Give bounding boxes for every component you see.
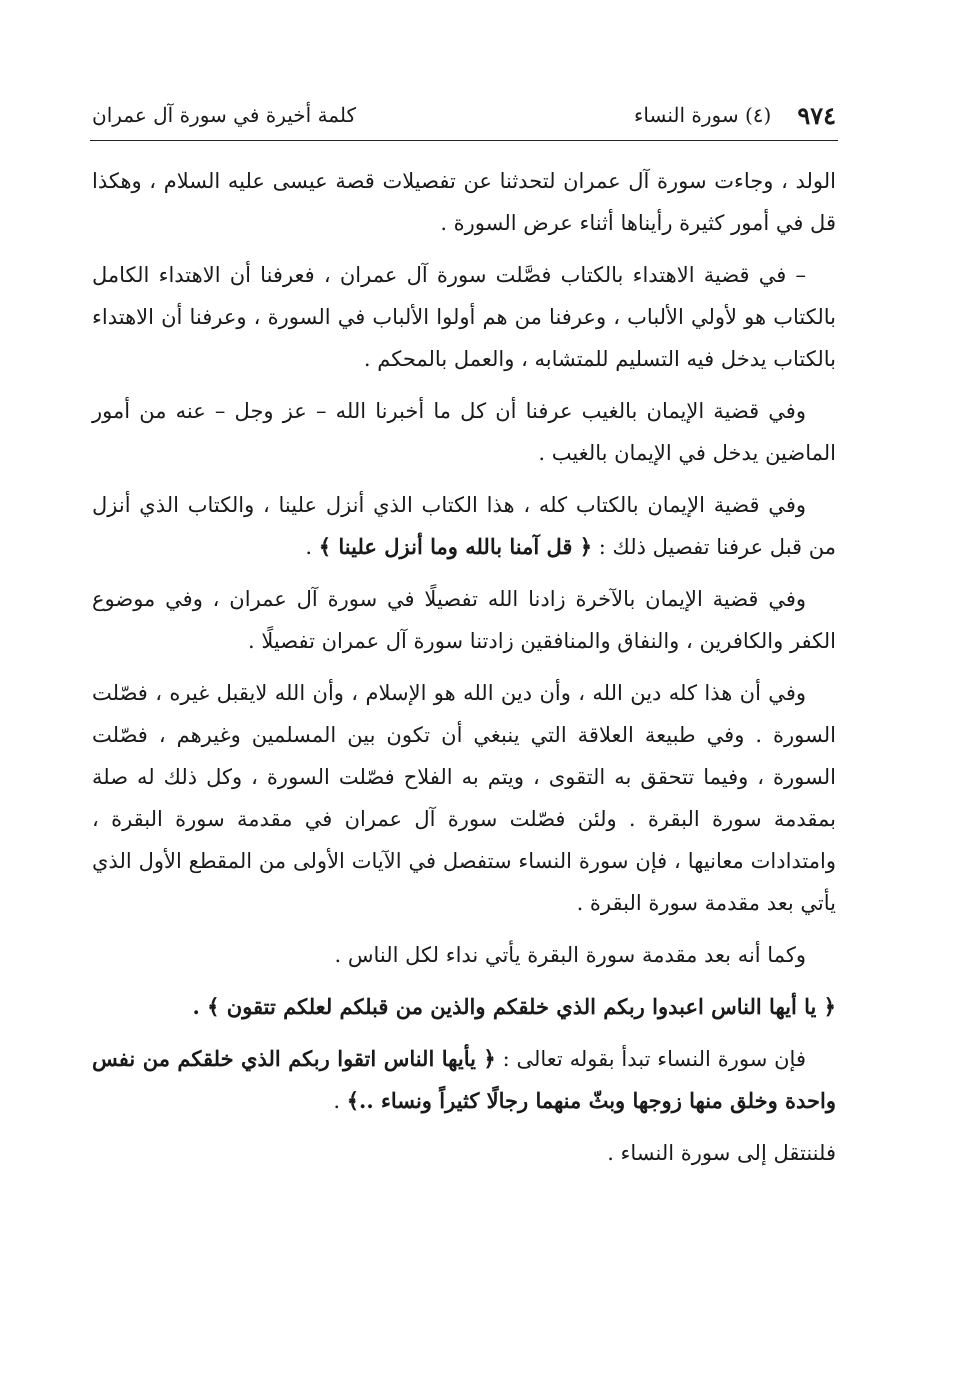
quran-verse: ﴿ يا أيها الناس اعبدوا ربكم الذي خلقكم والذين من قبلكم لعلكم تتقون ﴾ <box>207 994 836 1019</box>
paragraph-2 <box>92 254 836 380</box>
paragraph-3 <box>92 390 836 474</box>
page-number: ٩٧٤ <box>797 100 836 130</box>
paragraph-6 <box>92 672 836 924</box>
page-header <box>92 98 836 132</box>
section-title: كلمة أخيرة في سورة آل عمران <box>92 103 357 127</box>
paragraph-5 <box>92 578 836 662</box>
paragraph-text: وفي أن هذا كله دين الله ، وأن دين الله هو الإسلام ، وأن الله لايقبل غيره ، فصّلت السورة . وفي طبيعة العلاقة التي ينبغي أن تكون بين المسلمين وغيرهم ، فصّلت السورة ، وفيما تتحقق به التقوى ، ويتم به الفلاح فصّلت السورة ، وكل ذلك له صلة بمقدمة سورة البقرة . ولئن فصّلت سورة آل عمران في مقدمة سورة البقرة ، وامتدادات معانيها ، فإن سورة النساء ستفصل في الآيات الأولى من المقطع الأول الذي يأتي بعد مقدمة سورة البقرة . <box>92 681 836 915</box>
paragraph-end: . <box>305 535 313 559</box>
paragraph-9 <box>92 1038 836 1122</box>
quran-verse: ﴿ يأيها الناس اتقوا ربكم الذي خلقكم من نفس واحدة وخلق منها زوجها وبثّ منهما رجالًا كثيراً ونساء ..﴾ <box>92 1046 836 1113</box>
page-body <box>92 160 836 1184</box>
paragraph-text: وفي قضية الإيمان بالكتاب كله ، هذا الكتاب الذي أنزل علينا ، والكتاب الذي أنزل من قبل عرفنا تفصيل ذلك : <box>92 493 836 559</box>
paragraph-4 <box>92 484 836 568</box>
paragraph-end: . <box>333 1089 341 1113</box>
paragraph-text: وفي قضية الإيمان بالغيب عرفنا أن كل ما أخبرنا الله – عز وجل – عنه من أمور الماضين يدخل في الإيمان بالغيب . <box>92 399 836 465</box>
quran-verse: ﴿ قل آمنا بالله وما أنزل علينا ﴾ <box>318 534 593 559</box>
paragraph-7 <box>92 934 836 976</box>
paragraph-text: وفي قضية الإيمان بالآخرة زادنا الله تفصيلًا في سورة آل عمران ، وفي موضوع الكفر والكافرين ، والنفاق والمنافقين زادتنا سورة آل عمران تفصيلًا . <box>92 587 836 653</box>
header-right <box>634 101 836 130</box>
paragraph-text: وكما أنه بعد مقدمة سورة البقرة يأتي نداء لكل الناس . <box>334 943 806 967</box>
paragraph-end: . <box>192 994 200 1019</box>
chapter-title: (٤) سورة النساء <box>633 103 772 127</box>
paragraph-text: – في قضية الاهتداء بالكتاب فصَّلت سورة آل عمران ، فعرفنا أن الاهتداء الكامل بالكتاب هو لأولي الألباب ، وعرفنا من هم أولوا الألباب في السورة ، وعرفنا أن الاهتداء بالكتاب يدخل فيه التسليم للمتشابه ، والعمل بالمحكم . <box>92 263 836 371</box>
paragraph-8 <box>92 986 836 1028</box>
paragraph-text: فلننتقل إلى سورة النساء . <box>607 1141 836 1165</box>
header-divider <box>90 140 838 141</box>
paragraph-10 <box>92 1132 836 1174</box>
paragraph-1 <box>92 160 836 244</box>
paragraph-text: الولد ، وجاءت سورة آل عمران لتحدثنا عن تفصيلات قصة عيسى عليه السلام ، وهكذا قل في أمور كثيرة رأيناها أثناء عرض السورة . <box>92 169 836 235</box>
paragraph-text: فإن سورة النساء تبدأ بقوله تعالى : <box>502 1047 806 1071</box>
